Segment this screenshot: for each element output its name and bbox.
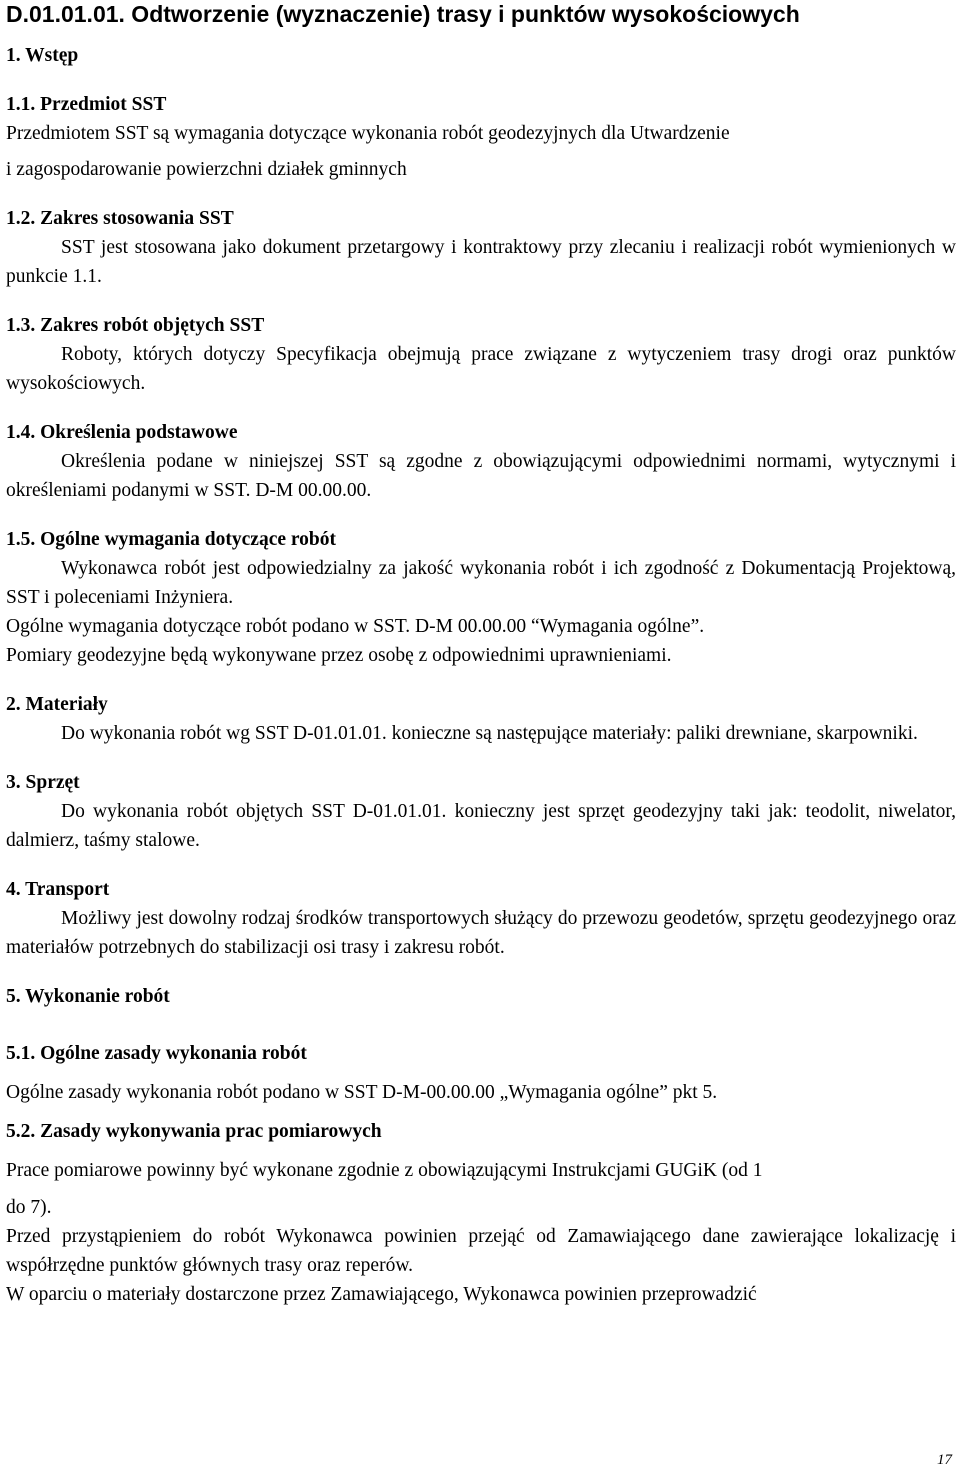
heading-3: 3. Sprzęt — [6, 772, 80, 793]
heading-5-1: 5.1. Ogólne zasady wykonania robót — [6, 1043, 307, 1064]
heading-5: 5. Wykonanie robót — [6, 986, 170, 1007]
paragraph-1-4: Określenia podane w niniejszej SST są zgodne z obowiązującymi odpowiednimi normami, wytycznymi i określeniami podanymi w SST. D-M 00.00.00. — [6, 451, 956, 501]
paragraph-1-3: Roboty, których dotyczy Specyfikacja obejmują prace związane z wytyczeniem trasy drogi oraz punktów wysokościowych. — [6, 344, 956, 394]
paragraph-3: Do wykonania robót objętych SST D-01.01.01. konieczny jest sprzęt geodezyjny taki jak: teodolit, niwelator, dalmierz, taśmy stalowe. — [6, 801, 956, 851]
heading-1: 1. Wstęp — [6, 45, 79, 66]
paragraph-1-5-b: Ogólne wymagania dotyczące robót podano w SST. D-M 00.00.00 “Wymagania ogólne”. — [6, 616, 705, 637]
heading-1-4: 1.4. Określenia podstawowe — [6, 422, 238, 443]
paragraph-5-2-a-line2: do 7). — [6, 1197, 52, 1218]
paragraph-5-2-a-line1: Prace pomiarowe powinny być wykonane zgodnie z obowiązującymi Instrukcjami GUGiK (od 1 — [6, 1160, 763, 1181]
paragraph-1-1-line2: i zagospodarowanie powierzchni działek gminnych — [6, 159, 407, 180]
paragraph-5-2-b: Przed przystąpieniem do robót Wykonawca powinien przejąć od Zamawiającego dane zawierające lokalizację i współrzędne punktów głównych trasy oraz reperów. — [6, 1226, 956, 1276]
heading-2: 2. Materiały — [6, 694, 108, 715]
paragraph-2: Do wykonania robót wg SST D-01.01.01. konieczne są następujące materiały: paliki drewniane, skarpowniki. — [61, 723, 918, 744]
paragraph-4: Możliwy jest dowolny rodzaj środków transportowych służący do przewozu geodetów, sprzętu geodezyjnego oraz materiałów potrzebnych do stabilizacji osi trasy i zakresu robót. — [6, 908, 956, 958]
heading-5-2: 5.2. Zasady wykonywania prac pomiarowych — [6, 1121, 382, 1142]
paragraph-1-5-a: Wykonawca robót jest odpowiedzialny za jakość wykonania robót i ich zgodność z Dokumentacją Projektową, SST i poleceniami Inżyniera. — [6, 558, 956, 608]
paragraph-5-1: Ogólne zasady wykonania robót podano w SST D-M-00.00.00 „Wymagania ogólne” pkt 5. — [6, 1082, 718, 1103]
paragraph-1-2: SST jest stosowana jako dokument przetargowy i kontraktowy przy zlecaniu i realizacji robót wymienionych w punkcie 1.1. — [6, 237, 956, 287]
document-title: D.01.01.01. Odtworzenie (wyznaczenie) trasy i punktów wysokościowych — [6, 1, 800, 27]
heading-4: 4. Transport — [6, 879, 110, 900]
heading-1-5: 1.5. Ogólne wymagania dotyczące robót — [6, 529, 337, 550]
heading-1-2: 1.2. Zakres stosowania SST — [6, 208, 234, 229]
heading-1-3: 1.3. Zakres robót objętych SST — [6, 315, 265, 336]
page-number: 17 — [937, 1452, 952, 1468]
paragraph-5-2-c: W oparciu o materiały dostarczone przez Zamawiającego, Wykonawca powinien przeprowadzić — [6, 1284, 757, 1305]
heading-1-1: 1.1. Przedmiot SST — [6, 94, 167, 115]
paragraph-1-5-c: Pomiary geodezyjne będą wykonywane przez osobę z odpowiednimi uprawnieniami. — [6, 645, 672, 666]
paragraph-1-1-line1: Przedmiotem SST są wymagania dotyczące wykonania robót geodezyjnych dla Utwardzenie — [6, 123, 730, 144]
